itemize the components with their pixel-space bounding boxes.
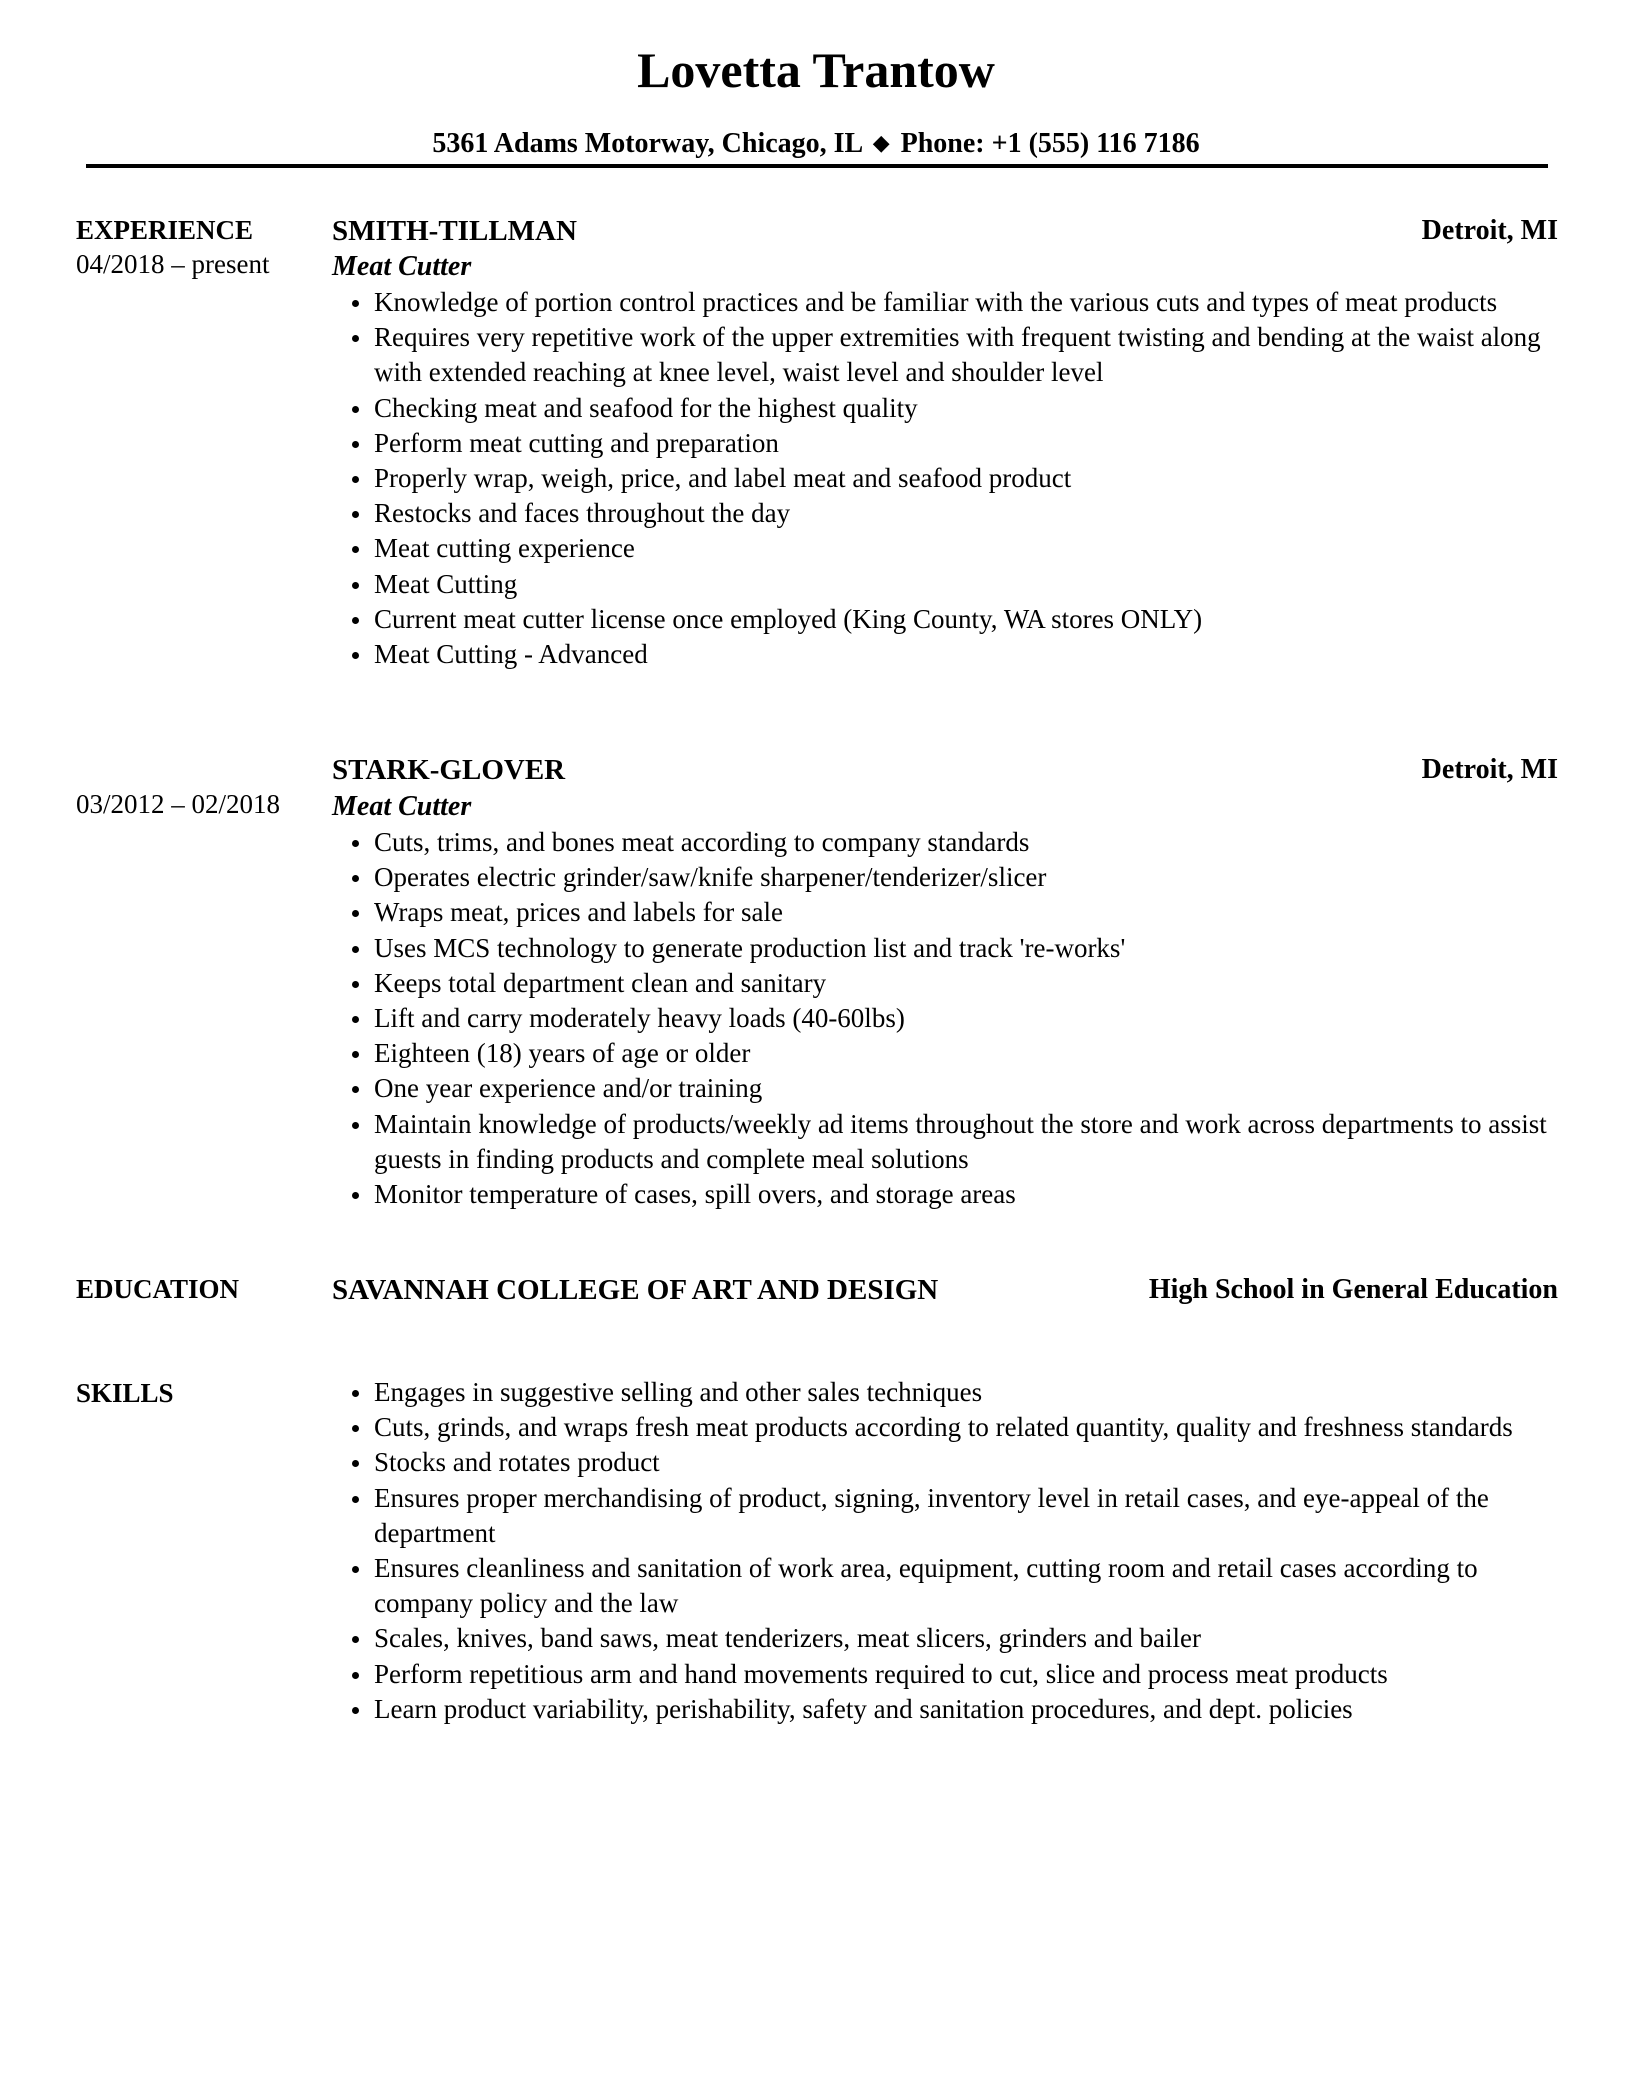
job-1-company: SMITH-TILLMAN [332, 215, 577, 247]
list-item: One year experience and/or training [332, 1071, 1562, 1106]
list-item: Current meat cutter license once employed (King County, WA stores ONLY) [332, 602, 1562, 637]
list-item: Checking meat and seafood for the highest quality [332, 391, 1562, 426]
list-item: Requires very repetitive work of the upper extremities with frequent twisting and bending at the waist along with extended reaching at knee level, waist level and shoulder level [332, 320, 1562, 390]
job-2-bullets [332, 825, 1562, 1212]
job-2-location: Detroit, MI [1421, 754, 1558, 785]
list-item: Wraps meat, prices and labels for sale [332, 895, 1562, 930]
address: 5361 Adams Motorway, Chicago, IL [432, 128, 862, 159]
list-item: Meat Cutting - Advanced [332, 637, 1562, 672]
list-item: Restocks and faces throughout the day [332, 496, 1562, 531]
job-2-company: STARK-GLOVER [332, 754, 566, 786]
job-1-bullets [332, 285, 1562, 672]
list-item: Eighteen (18) years of age or older [332, 1036, 1562, 1071]
job-2-dates: 03/2012 – 02/2018 [76, 789, 281, 819]
list-item: Uses MCS technology to generate production list and track 're-works' [332, 931, 1562, 966]
list-item: Perform repetitious arm and hand movements required to cut, slice and process meat products [332, 1657, 1562, 1692]
diamond-separator-icon: ◆ [872, 130, 890, 155]
education-school: SAVANNAH COLLEGE OF ART AND DESIGN [332, 1274, 939, 1306]
job-2-title: Meat Cutter [332, 791, 472, 822]
experience-heading: EXPERIENCE [76, 215, 254, 245]
header-divider [86, 164, 1548, 168]
list-item: Meat Cutting [332, 567, 1562, 602]
list-item: Engages in suggestive selling and other sales techniques [332, 1375, 1562, 1410]
contact-line [0, 126, 1632, 163]
skills-heading: SKILLS [76, 1378, 174, 1408]
phone: Phone: +1 (555) 116 7186 [900, 128, 1200, 159]
list-item: Monitor temperature of cases, spill overs, and storage areas [332, 1177, 1562, 1212]
list-item: Ensures proper merchandising of product, signing, inventory level in retail cases, and eye-appeal of the department [332, 1481, 1562, 1551]
education-degree: High School in General Education [1148, 1274, 1558, 1305]
list-item: Perform meat cutting and preparation [332, 426, 1562, 461]
list-item: Maintain knowledge of products/weekly ad items throughout the store and work across departments to assist guests in finding products and complete meal solutions [332, 1107, 1562, 1177]
list-item: Lift and carry moderately heavy loads (40-60lbs) [332, 1001, 1562, 1036]
list-item: Operates electric grinder/saw/knife sharpener/tenderizer/slicer [332, 860, 1562, 895]
list-item: Keeps total department clean and sanitary [332, 966, 1562, 1001]
skills-bullets [332, 1375, 1562, 1727]
list-item: Cuts, trims, and bones meat according to company standards [332, 825, 1562, 860]
list-item: Knowledge of portion control practices and be familiar with the various cuts and types of meat products [332, 285, 1562, 320]
job-1-title: Meat Cutter [332, 251, 472, 282]
list-item: Cuts, grinds, and wraps fresh meat products according to related quantity, quality and freshness standards [332, 1410, 1562, 1445]
job-1-location: Detroit, MI [1421, 215, 1558, 246]
list-item: Meat cutting experience [332, 531, 1562, 566]
job-1-dates: 04/2018 – present [76, 249, 270, 279]
education-heading: EDUCATION [76, 1274, 240, 1304]
list-item: Scales, knives, band saws, meat tenderizers, meat slicers, grinders and bailer [332, 1621, 1562, 1656]
list-item: Stocks and rotates product [332, 1445, 1562, 1480]
candidate-name: Lovetta Trantow [637, 42, 995, 98]
list-item: Properly wrap, weigh, price, and label meat and seafood product [332, 461, 1562, 496]
list-item: Learn product variability, perishability, safety and sanitation procedures, and dept. policies [332, 1692, 1562, 1727]
list-item: Ensures cleanliness and sanitation of work area, equipment, cutting room and retail cases according to company policy and the law [332, 1551, 1562, 1621]
